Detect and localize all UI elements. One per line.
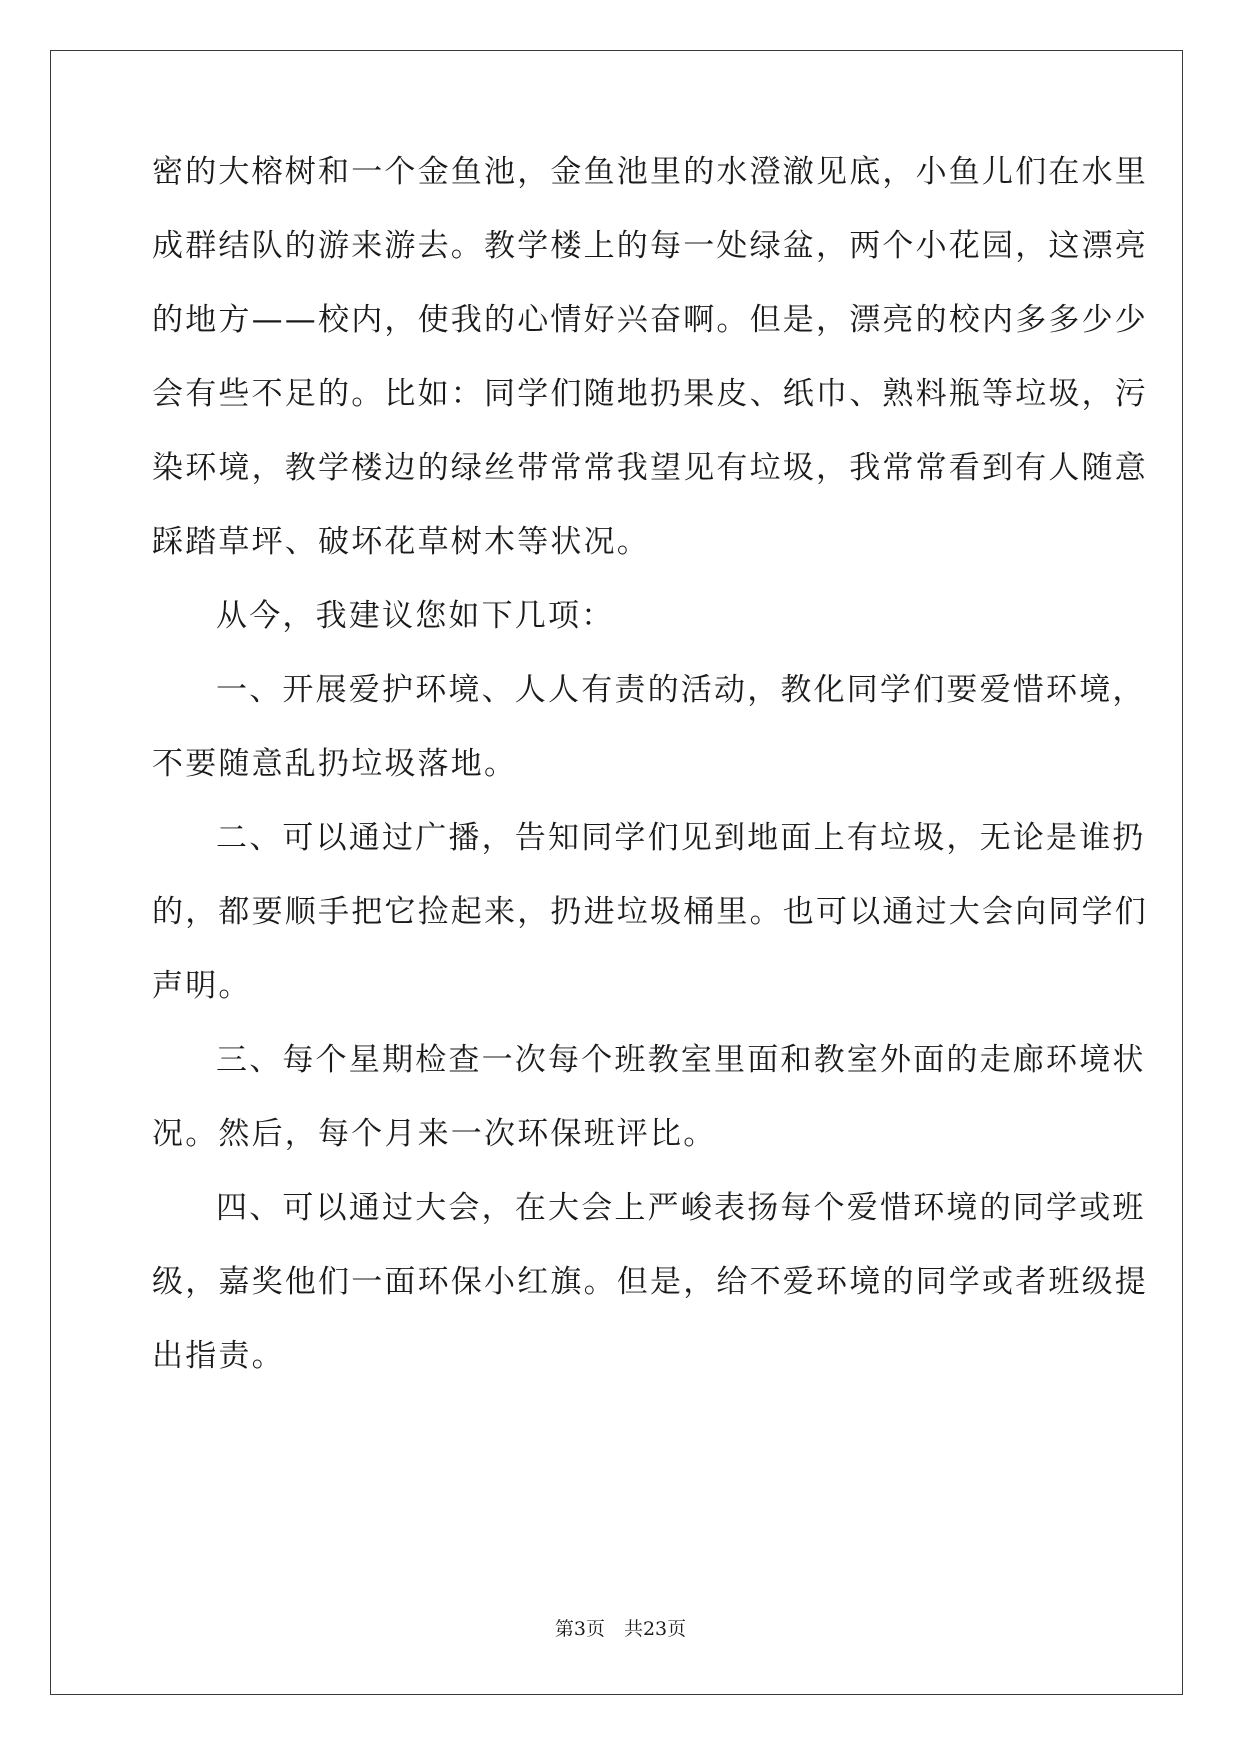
text-line: 四、可以通过大会，在大会上严峻表扬每个爱惜环境的同学或班 [216, 1190, 1146, 1226]
text-line: 成群结队的游来游去。教学楼上的每一处绿盆，两个小花园，这漂亮 [152, 228, 1148, 264]
text-line: 不要随意乱扔垃圾落地。 [152, 746, 518, 782]
text-line: 一、开展爱护环境、人人有责的活动，教化同学们要爱惜环境， [216, 672, 1146, 708]
page-border [50, 50, 1183, 1695]
text-line: 密的大榕树和一个金鱼池，金鱼池里的水澄澈见底，小鱼儿们在水里 [152, 154, 1148, 190]
text-line: 出指责。 [152, 1338, 285, 1374]
text-line: 二、可以通过广播，告知同学们见到地面上有垃圾，无论是谁扔 [216, 820, 1146, 856]
text-line: 会有些不足的。比如：同学们随地扔果皮、纸巾、熟料瓶等垃圾，污 [152, 376, 1148, 412]
text-line: 染环境，教学楼边的绿丝带常常我望见有垃圾，我常常看到有人随意 [152, 450, 1148, 486]
text-line: 况。然后，每个月来一次环保班评比。 [152, 1116, 717, 1152]
text-line: 踩踏草坪、破坏花草树木等状况。 [152, 524, 650, 560]
text-line: 从今，我建议您如下几项： [216, 598, 615, 634]
text-line: 的地方——校内，使我的心情好兴奋啊。但是，漂亮的校内多多少少 [152, 302, 1148, 338]
text-line: 的，都要顺手把它捡起来，扔进垃圾桶里。也可以通过大会向同学们 [152, 894, 1148, 930]
text-line: 声明。 [152, 968, 252, 1004]
page-number-footer: 第3页 共23页 [554, 1618, 687, 1640]
text-line: 级，嘉奖他们一面环保小红旗。但是，给不爱环境的同学或者班级提 [152, 1264, 1148, 1300]
text-line: 三、每个星期检查一次每个班教室里面和教室外面的走廊环境状 [216, 1042, 1146, 1078]
